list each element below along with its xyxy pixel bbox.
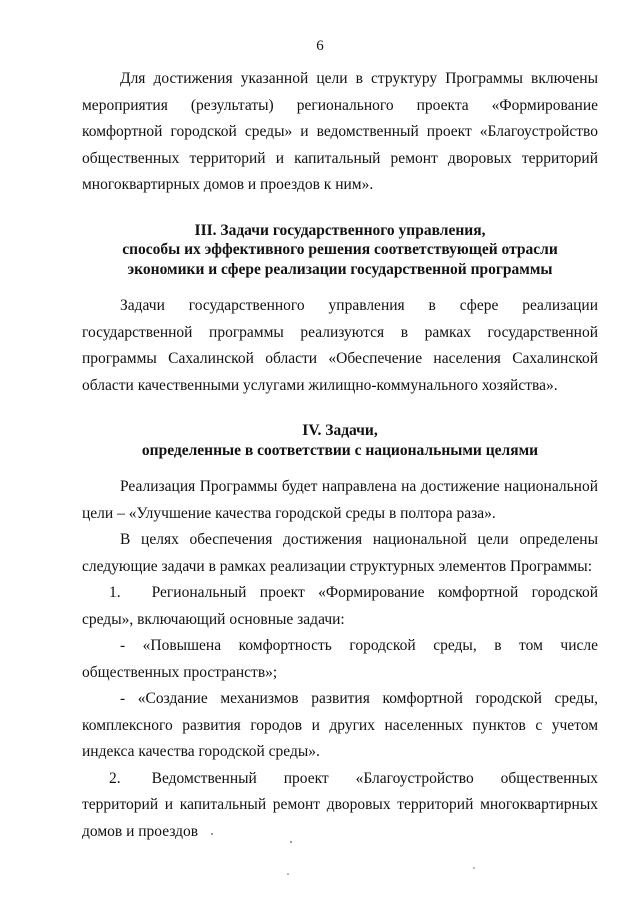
scan-speck [473, 867, 475, 869]
section-3-heading-line: способы их эффективного решения соответствующей отрасли [122, 241, 558, 258]
scan-speck [287, 873, 289, 875]
section-4-paragraph: Реализация Программы будет направлена на достижение национальной цели – «Улучшение качества городской среды в полтора раза». [82, 478, 598, 522]
bullet-item: - «Повышена комфортность городской среды, в том числе общественных пространств»; [82, 637, 598, 681]
section-3-paragraph: Задачи государственного управления в сфере реализации государственной программы реализуются в рамках государственной программы Сахалинской области «Обеспечение населения Сахалинской области качественными услугами жилищно-коммунального хозяйства». [82, 297, 598, 394]
bullet-item: - «Создание механизмов развития комфортной городской среды, комплексного развития городов и других населенных пунктов с учетом индекса качества городской среды». [82, 690, 598, 760]
section-4-heading [82, 421, 598, 460]
page-number: 6 [316, 38, 324, 54]
section-4-heading-line: определенные в соответствии с национальными целями [141, 441, 539, 459]
page-content [82, 66, 598, 845]
section-3-heading [82, 221, 598, 280]
section-3-heading-line: III. Задачи государственного управления, [194, 221, 486, 239]
section-4-heading-line: IV. Задачи, [302, 422, 378, 439]
list-item-1: 1. Региональный проект «Формирование комфортной городской среды», включающий основные задачи: [82, 584, 598, 628]
section-4-paragraph: В целях обеспечения достижения национальной цели определены следующие задачи в рамках реализации структурных элементов Программы: [82, 531, 598, 575]
intro-paragraph: Для достижения указанной цели в структуру Программы включены мероприятия (результаты) регионального проекта «Формирование комфортной городской среды» и ведомственный проект «Благоустройство общественных территорий и капитальный ремонт дворовых территорий многоквартирных домов и проездов к ним». [82, 70, 598, 193]
list-item-2: 2. Ведомственный проект «Благоустройство общественных территорий и капитальный ремонт дворовых территорий многоквартирных домов и проездов [82, 769, 598, 840]
section-3-heading-line: экономики и сфере реализации государственной программы [127, 260, 553, 278]
